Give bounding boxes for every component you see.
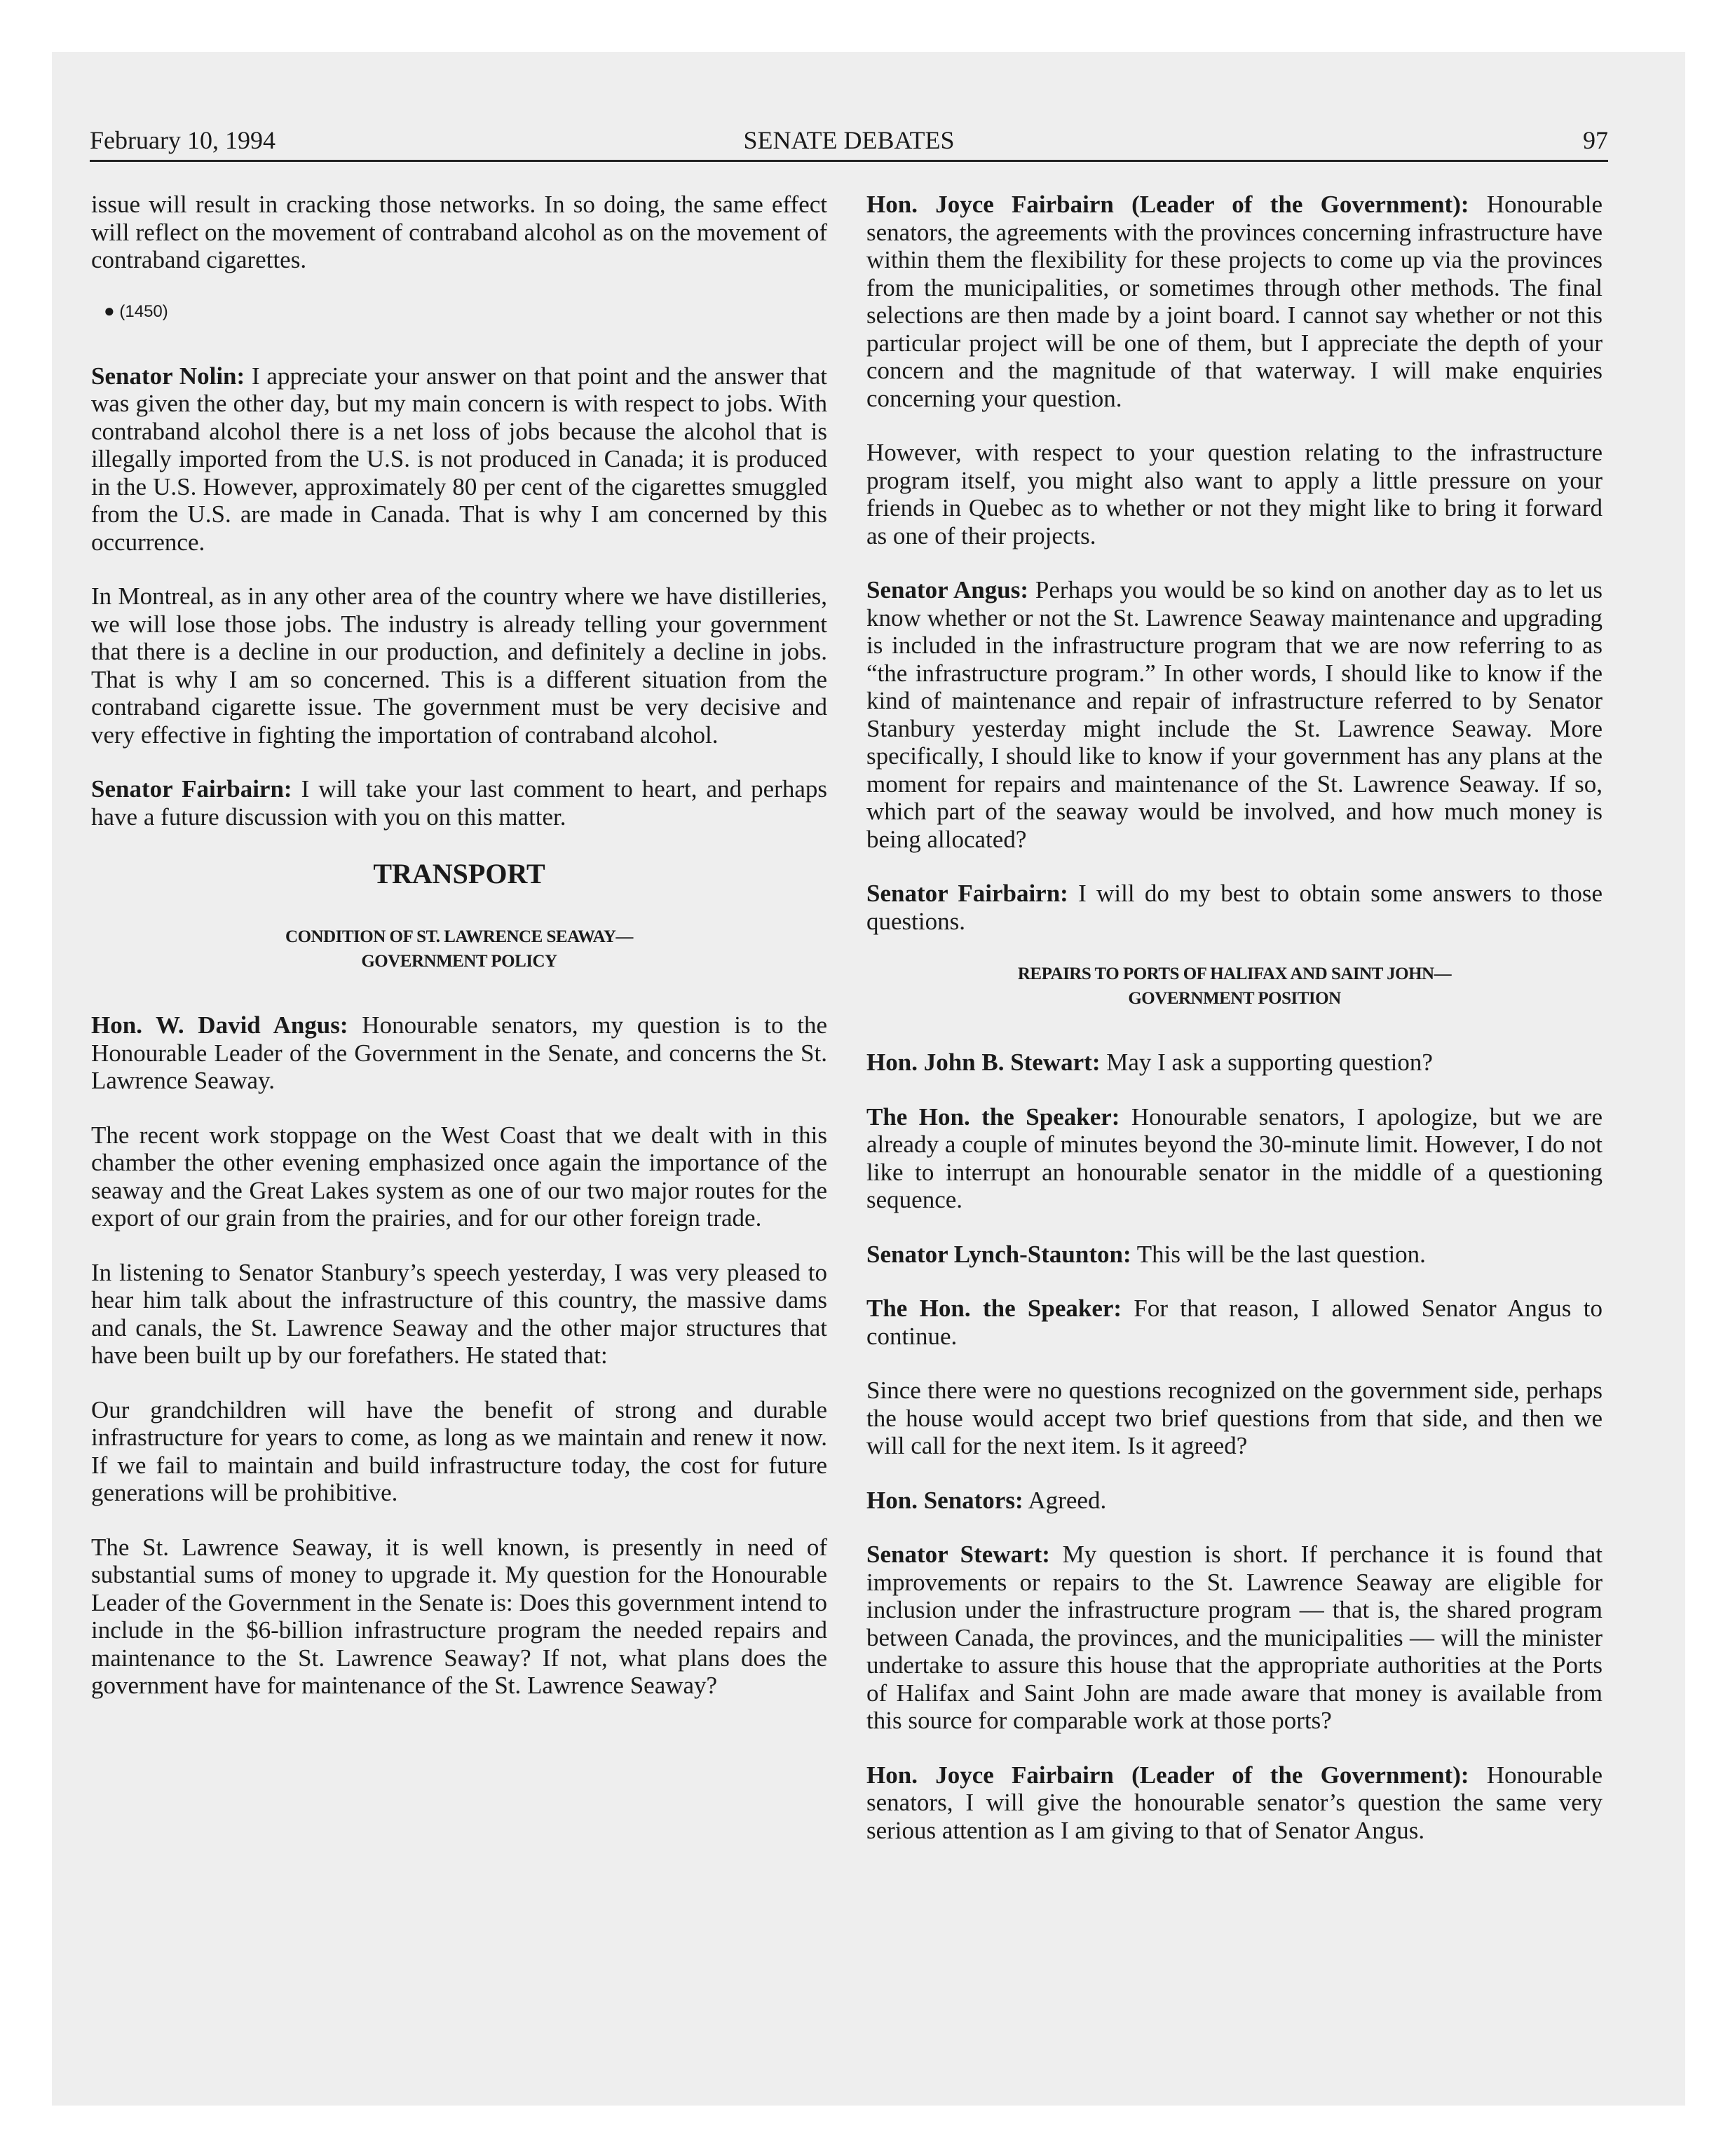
speaker-name: The Hon. the Speaker: bbox=[866, 1103, 1120, 1131]
speaker-name: Senator Nolin: bbox=[91, 362, 245, 390]
header-publication: SENATE DEBATES bbox=[743, 126, 955, 154]
paragraph: The St. Lawrence Seaway, it is well known, is presently in need of substantial sums of money to upgrade it. My question for the Honourable Leader of the Government in the Senate is: Does this government intend to include in the $6-billion infrastructure program the needed repairs and maintenance to the St. Lawrence Seaway? If not, what plans does the government have for maintenance of the St. Lawrence Seaway? bbox=[91, 1533, 827, 1699]
paragraph: Hon. W. David Angus: Honourable senators, my question is to the Honourable Leader of the Government in the Senate, and concerns the St. Lawrence Seaway. bbox=[91, 1011, 827, 1094]
paragraph: Hon. Joyce Fairbairn (Leader of the Government): Honourable senators, I will give the honourable senator’s question the same very serious attention as I am giving to that of Senator Angus. bbox=[866, 1761, 1603, 1844]
paragraph: Senator Lynch-Staunton: This will be the last question. bbox=[866, 1240, 1426, 1268]
block-quote: Our grandchildren will have the benefit of strong and durable infrastructure for years to come, as long as we maintain and renew it now. If we fail to maintain and build infrastructure today, the cost for future generations will be prohibitive. bbox=[91, 1396, 827, 1506]
page-header bbox=[90, 125, 1608, 162]
right-column bbox=[866, 191, 1603, 1871]
speaker-name: Senator Stewart: bbox=[866, 1541, 1050, 1568]
paragraph: Senator Fairbairn: I will take your last comment to heart, and perhaps have a future discussion with you on this matter. bbox=[91, 775, 827, 831]
paragraph: Senator Nolin: I appreciate your answer on that point and the answer that was given the other day, but my main concern is with respect to jobs. With contraband alcohol there is a net loss of jobs because the alcohol that is illegally imported from the U.S. is not produced in Canada; it is produced in the U.S. However, approximately 80 per cent of the cigarettes smuggled from the U.S. are made in Canada. That is why I am concerned by this occurrence. bbox=[91, 362, 827, 556]
header-page-number: 97 bbox=[1583, 126, 1608, 154]
time-marker: ● (1450) bbox=[104, 299, 168, 321]
paragraph: Since there were no questions recognized on the government side, perhaps the house would accept two brief questions from that side, and then we will call for the next item. Is it agreed? bbox=[866, 1377, 1603, 1459]
speaker-name: Senator Lynch-Staunton: bbox=[866, 1240, 1131, 1268]
speaker-name: Hon. W. David Angus: bbox=[91, 1011, 348, 1039]
header-date: February 10, 1994 bbox=[90, 126, 275, 154]
section-subtitle: CONDITION OF ST. LAWRENCE SEAWAY— GOVERNMENT POLICY bbox=[285, 927, 633, 971]
paragraph: In Montreal, as in any other area of the country where we have distilleries, we will lose those jobs. The industry is already telling your government that there is a decline in our production, and definitely a decline in jobs. That is why I am so concerned. This is a different situation from the contraband cigarette issue. The government must be very decisive and very effective in fighting the importation of contraband alcohol. bbox=[91, 582, 827, 749]
paragraph: The recent work stoppage on the West Coast that we dealt with in this chamber the other evening emphasized once again the importance of the seaway and the Great Lakes system as one of our two major routes for the export of our grain from the prairies, and for our other foreign trade. bbox=[91, 1121, 827, 1231]
paragraph: The Hon. the Speaker: Honourable senators, I apologize, but we are already a couple of minutes beyond the 30-minute limit. However, I do not like to interrupt an honourable senator in the middle of a questioning sequence. bbox=[866, 1103, 1603, 1213]
paragraph: The Hon. the Speaker: For that reason, I allowed Senator Angus to continue. bbox=[866, 1295, 1603, 1350]
speaker-name: Hon. Senators: bbox=[866, 1486, 1023, 1514]
speaker-name: Senator Fairbairn: bbox=[866, 880, 1068, 907]
speaker-name: Hon. Joyce Fairbairn (Leader of the Government): bbox=[866, 191, 1469, 218]
speaker-name: Senator Fairbairn: bbox=[91, 775, 292, 803]
speaker-name: Hon. Joyce Fairbairn (Leader of the Government): bbox=[866, 1761, 1469, 1789]
section-title: TRANSPORT bbox=[373, 858, 545, 889]
paragraph: In listening to Senator Stanbury’s speech yesterday, I was very pleased to hear him talk about the infrastructure of this country, the massive dams and canals, the St. Lawrence Seaway and the other major structures that have been built up by our forefathers. He stated that: bbox=[91, 1258, 827, 1369]
paragraph: However, with respect to your question relating to the infrastructure program itself, you might also want to apply a little pressure on your friends in Quebec as to whether or not they might like to bring it forward as one of their projects. bbox=[866, 439, 1603, 550]
speaker-name: Senator Angus: bbox=[866, 576, 1028, 603]
left-column bbox=[91, 191, 827, 1726]
section-subtitle: REPAIRS TO PORTS OF HALIFAX AND SAINT JOHN— GOVERNMENT POSITION bbox=[1017, 964, 1452, 1008]
paragraph: Senator Fairbairn: I will do my best to obtain some answers to those questions. bbox=[866, 880, 1603, 935]
paragraph: issue will result in cracking those networks. In so doing, the same effect will reflect on the movement of contraband alcohol as on the movement of contraband cigarettes. bbox=[91, 191, 827, 273]
paragraph: Hon. Joyce Fairbairn (Leader of the Government): Honourable senators, the agreements with the provinces concerning infrastructure have within them the flexibility for these projects to come up via the provinces from the municipalities, or sometimes through other methods. The final selections are then made by a joint board. I cannot say whether or not this particular project will be one of them, but I appreciate the depth of your concern and the magnitude of that waterway. I will make enquiries concerning your question. bbox=[866, 191, 1603, 412]
speaker-name: Hon. John B. Stewart: bbox=[866, 1049, 1101, 1076]
paragraph: Senator Stewart: My question is short. If perchance it is found that improvements or repairs to the St. Lawrence Seaway are eligible for inclusion under the infrastructure program — that is, the shared program between Canada, the provinces, and the municipalities — will the minister undertake to assure this house that the appropriate authorities at the Ports of Halifax and Saint John are made aware that money is available from this source for comparable work at those ports? bbox=[866, 1541, 1603, 1734]
paragraph: Hon. John B. Stewart: May I ask a supporting question? bbox=[866, 1049, 1433, 1076]
bullet-icon: ● bbox=[104, 299, 115, 321]
paragraph: Senator Angus: Perhaps you would be so kind on another day as to let us know whether or not the St. Lawrence Seaway maintenance and upgrading is included in the infrastructure program that we are now referring to as “the infrastructure program.” In other words, I should like to know if the kind of maintenance and repair of infrastructure referred to by Senator Stanbury yesterday might include the St. Lawrence Seaway. More specifically, I should like to know if your government has any plans at the moment for repairs and maintenance of the St. Lawrence Seaway. If so, which part of the seaway would be involved, and how much money is being allocated? bbox=[866, 576, 1603, 853]
speaker-name: The Hon. the Speaker: bbox=[866, 1295, 1122, 1322]
paragraph: Hon. Senators: Agreed. bbox=[866, 1486, 1107, 1514]
